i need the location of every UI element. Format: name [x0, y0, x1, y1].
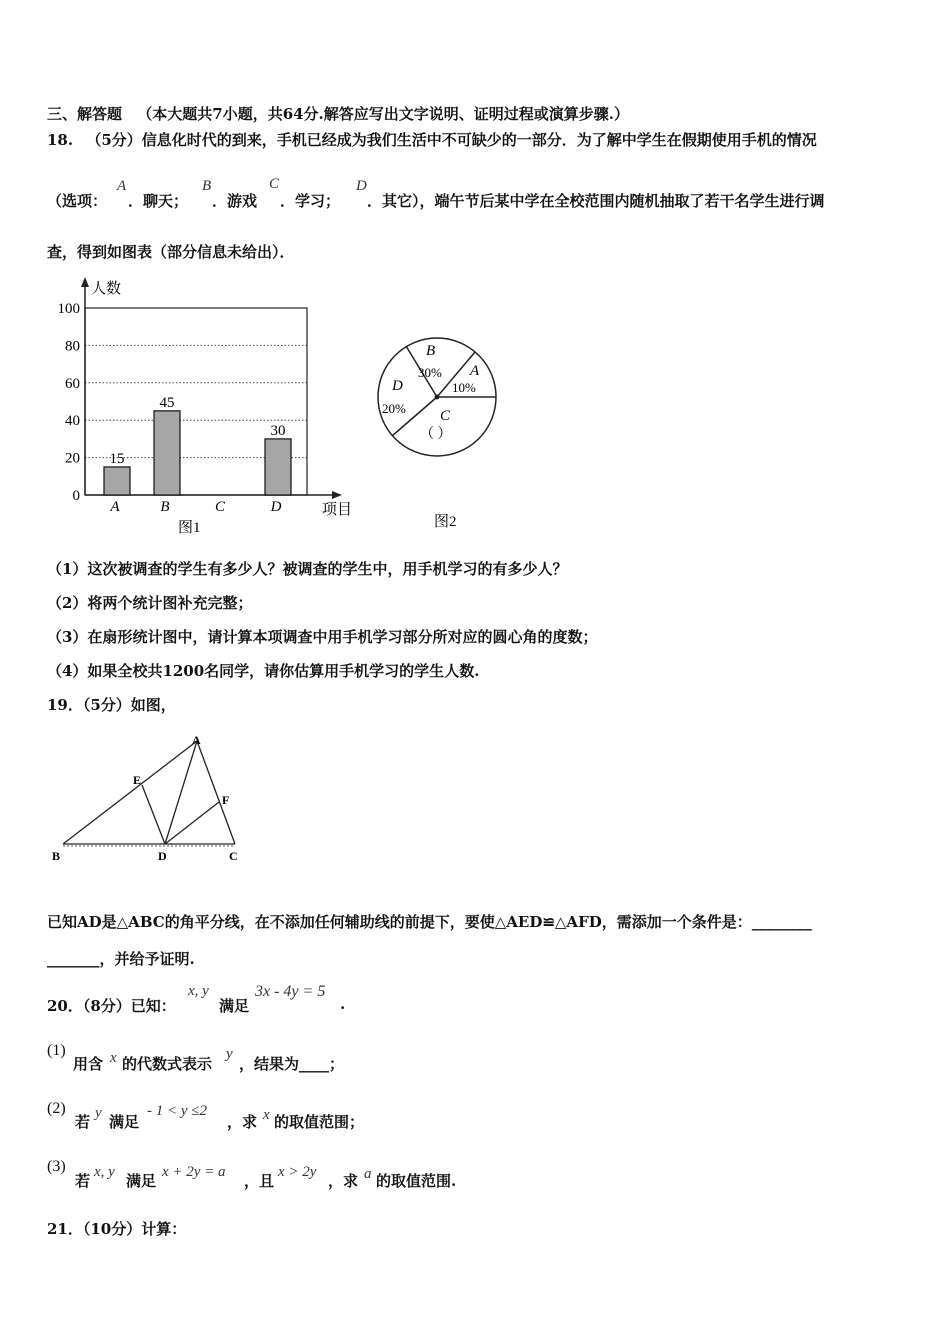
- pie-pct-b: 30%: [418, 365, 442, 380]
- bar-value-label: 30: [270, 422, 286, 439]
- q20-header: 20．（8分）已知：: [47, 997, 176, 1015]
- option-a-letter: A: [117, 178, 127, 194]
- label-a: A: [192, 733, 201, 747]
- q18-sub4: （4）如果全校共1200名同学，请你估算用手机学习的学生人数.: [47, 662, 480, 680]
- y-axis-label: 人数: [91, 281, 122, 297]
- q18-sub3: （3）在扇形统计图中，请计算本项调查中用手机学习部分所对应的圆心角的度数；: [47, 628, 598, 646]
- option-c-text: ．学习；: [280, 192, 341, 210]
- q18-options-open: （选项：: [47, 192, 108, 210]
- q20-p2-num: (2): [47, 1100, 66, 1117]
- q20-p1-var: x: [110, 1050, 117, 1066]
- label-b: B: [52, 849, 61, 863]
- q18-sub2: （2）将两个统计图补充完整；: [47, 594, 253, 612]
- triangle-figure: [45, 728, 255, 868]
- q20-p3-e: 的取值范围.: [376, 1172, 457, 1190]
- option-d-text: ．其它），端午节后某中学在全校范围内随机抽取了若干名学生进行调: [367, 192, 825, 210]
- y-tick-label: 100: [57, 301, 80, 317]
- bar-d: [265, 439, 291, 495]
- label-e: E: [133, 773, 142, 787]
- q20-p1-a: 用含: [73, 1055, 104, 1073]
- y-tick-label: 40: [65, 413, 80, 430]
- y-tick-label: 0: [72, 488, 80, 504]
- segment-ab: [63, 741, 197, 844]
- q20-p1-b: 的代数式表示: [122, 1055, 213, 1073]
- q20-p3-a: 若: [75, 1172, 91, 1190]
- q20-p3-var2: a: [364, 1166, 372, 1182]
- q20-p3-b: 满足: [126, 1172, 157, 1190]
- pie-pct-d: 20%: [382, 401, 406, 416]
- pie-chart: [370, 330, 510, 540]
- segment-ad: [165, 741, 197, 844]
- option-a-text: ．聊天；: [128, 192, 189, 210]
- q18-text1: 信息化时代的到来，手机已经成为我们生活中不可缺少的一部分．为了解中学生在假期使用手机的情况: [141, 131, 817, 149]
- q20-p1-num: (1): [47, 1042, 66, 1059]
- q18-line3: 查，得到如图表（部分信息未给出）．: [47, 243, 295, 261]
- option-d-letter: D: [356, 178, 367, 194]
- y-tick-label: 20: [65, 450, 80, 467]
- segment-fd: [165, 802, 219, 844]
- q20-p1-c: ，结果为____；: [239, 1055, 345, 1073]
- bar-value-label: 15: [109, 450, 125, 467]
- pie-label-a: A: [470, 363, 480, 379]
- q20-vars: x, y: [188, 983, 209, 999]
- x-axis-label: 项目: [322, 502, 353, 518]
- x-axis-arrow: [332, 491, 342, 499]
- option-b-text: ．游戏: [212, 192, 258, 210]
- q20-p2-b: 满足: [109, 1113, 140, 1131]
- y-tick-label: 80: [65, 338, 80, 355]
- pie-label-c: C: [440, 408, 451, 424]
- x-tick-label: D: [270, 499, 282, 515]
- pie-label-b: B: [426, 343, 436, 359]
- option-b-letter: B: [202, 178, 212, 194]
- q20-p3-vars: x, y: [94, 1164, 115, 1180]
- q20-p3-eq: x + 2y = a: [162, 1164, 226, 1180]
- bar-value-label: 45: [159, 394, 175, 411]
- q19-header: 19．（5分）如图，: [47, 696, 176, 714]
- q20-end: .: [340, 995, 346, 1013]
- figure-2-caption: 图2: [434, 514, 457, 530]
- q20-p2-d: 的取值范围；: [274, 1113, 365, 1131]
- y-axis-arrow: [81, 277, 89, 287]
- bar-b: [154, 411, 180, 495]
- x-tick-label: B: [160, 499, 170, 515]
- q20-p2-var: y: [95, 1105, 102, 1121]
- x-tick-label: A: [110, 499, 120, 515]
- pie-center: [435, 395, 440, 400]
- y-tick-label: 60: [65, 375, 80, 392]
- q18-score: （5分）: [86, 131, 142, 149]
- option-c-letter: C: [269, 176, 280, 192]
- q20-satisfy: 满足: [219, 997, 250, 1015]
- q20-p3-num: (3): [47, 1158, 66, 1175]
- q20-p1-var2: y: [226, 1046, 233, 1062]
- x-tick-label: C: [214, 499, 226, 515]
- q20-p3-d: ，求: [328, 1172, 359, 1190]
- q19-text1: 已知AD是△ABC的角平分线，在不添加任何辅助线的前提下，要使△AED≌△AFD，需添加一个条件是：________: [47, 913, 812, 931]
- pie-pct-c: （ ）: [420, 427, 452, 442]
- pie-pct-a: 10%: [452, 380, 476, 395]
- q18-number: 18.: [47, 131, 74, 149]
- q20-p2-var2: x: [263, 1107, 270, 1123]
- label-f: F: [222, 793, 230, 807]
- q18-line1: [47, 129, 817, 150]
- q20-equation: 3x - 4y = 5: [255, 983, 326, 1000]
- q21-header: 21．（10分）计算：: [47, 1220, 187, 1238]
- q20-p2-c: ，求: [227, 1113, 258, 1131]
- q20-p2-ineq: - 1 < y ≤2: [147, 1103, 208, 1119]
- label-c: C: [229, 849, 238, 863]
- section-desc: （本大题共7小题，共64分.解答应写出文字说明、证明过程或演算步骤.）: [137, 105, 630, 123]
- section-header: [47, 103, 629, 124]
- q18-sub1: （1）这次被调查的学生有多少人？被调查的学生中，用手机学习的有多少人？: [47, 560, 568, 578]
- q20-p3-c: ，且: [244, 1172, 275, 1190]
- segment-ed: [142, 785, 165, 844]
- section-title: 三、解答题: [47, 105, 123, 123]
- bar-chart: [40, 275, 370, 540]
- q20-p3-ineq: x > 2y: [278, 1164, 317, 1180]
- q20-p2-a: 若: [75, 1113, 91, 1131]
- bar-a: [104, 467, 130, 495]
- label-d: D: [158, 849, 167, 863]
- q19-text2: _______，并给予证明.: [47, 950, 195, 968]
- pie-label-d: D: [392, 378, 403, 394]
- figure-1-caption: 图1: [178, 520, 201, 536]
